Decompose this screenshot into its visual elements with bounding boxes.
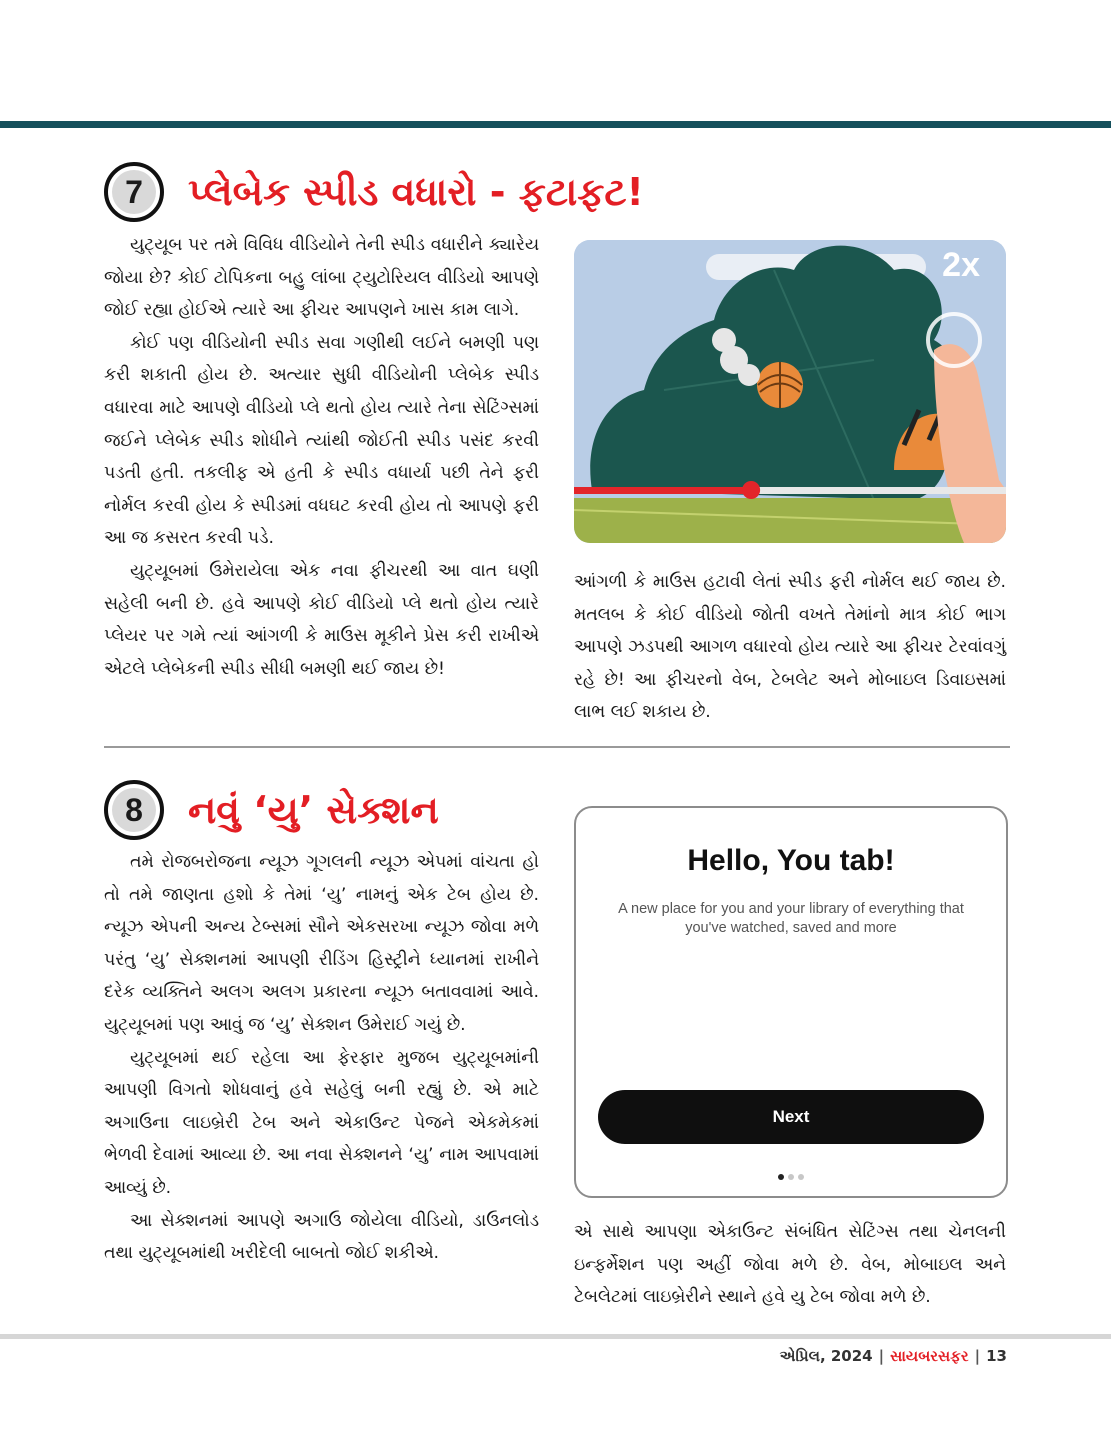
section-7-left-column: [104, 229, 539, 685]
speed-badge: 2x: [942, 246, 980, 284]
footer-date: એપ્રિલ, 2024: [779, 1347, 873, 1365]
paragraph: કોઈ પણ વીડિયોની સ્પીડ સવા ગણીથી લઈને બમણી પણ કરી શકાતી હોય છે. અત્યાર સુધી વીડિયોની પ્લેબેક સ્પીડ વધારવા માટે આપણે વીડિયો પ્લે થતો હોય ત્યારે તેના સેટિંગ્સમાં જઈને પ્લેબેક સ્પીડ શોધીને ત્યાંથી જોઈતી સ્પીડ પસંદ કરવી પડતી હતી. તકલીફ એ હતી કે સ્પીડ વધાર્યા પછી તેને ફરી નોર્મલ કરવી હોય કે સ્પીડમાં વધઘટ કરવી હોય તો આપણે ફરી આ જ કસરત કરવી પડે.: [104, 332, 539, 549]
section-number: 7: [125, 173, 143, 210]
top-rule: [0, 121, 1111, 128]
footer-rule: [0, 1334, 1111, 1339]
page-number: 13: [986, 1347, 1007, 1365]
progress-fill: [574, 487, 751, 494]
playback-speed-illustration: [574, 240, 1006, 543]
section-7-heading: [104, 162, 644, 222]
screenshot-subtitle: A new place for you and your library of everything that you've watched, saved and more: [618, 901, 964, 936]
paragraph: એ સાથે આપણા એકાઉન્ટ સંબંધિત સેટિંગ્સ તથા ચેનલની ઇન્ફર્મેશન પણ અહીં જોવા મળે છે. વેબ, મોબાઇલ અને ટેબલેટમાં લાઇબ્રેરીને સ્થાને હવે યુ ટેબ જોવા મળે છે.: [574, 1222, 1006, 1308]
section-7-right-column: [574, 566, 1006, 729]
page-indicator: [576, 1174, 1006, 1180]
page-dot: [778, 1174, 784, 1180]
section-title: નવું ‘યુ’ સેક્શન: [188, 787, 439, 832]
section-number-badge: [104, 162, 164, 222]
progress-knob: [742, 481, 760, 499]
section-divider: [104, 746, 1010, 748]
screenshot-title: Hello, You tab!: [687, 844, 895, 877]
paragraph: તમે રોજબરોજના ન્યૂઝ ગૂગલની ન્યૂઝ એપમાં વાંચતા હો તો તમે જાણતા હશો કે તેમાં ‘યુ’ નામનું એક ટેબ હોય છે. ન્યૂઝ એપની અન્ય ટેબ્સમાં સૌને એકસરખા ન્યૂઝ જોવા મળે પરંતુ ‘યુ’ સેક્શનમાં આપણી રીડિંગ હિસ્ટ્રીને ધ્યાનમાં રાખીને દરેક વ્યક્તિને અલગ અલગ પ્રકારના ન્યૂઝ બતાવવામાં આવે. યુટ્યૂબમાં પણ આવું જ ‘યુ’ સેક્શન ઉમેરાઈ ગયું છે.: [104, 852, 539, 1035]
paragraph: યુટ્યૂબ પર તમે વિવિધ વીડિયોને તેની સ્પીડ વધારીને ક્યારેય જોયા છે? કોઈ ટોપિકના બહુ લાંબા ટ્યુટોરિયલ વીડિયો આપણે જોઈ રહ્યા હોઈએ ત્યારે આ ફીચર આપણને ખાસ કામ લાગે.: [104, 235, 539, 321]
section-8-right-column: [574, 1216, 1006, 1314]
page-dot: [788, 1174, 794, 1180]
section-number: 8: [125, 791, 143, 828]
you-tab-screenshot: [574, 806, 1008, 1198]
paragraph: આંગળી કે માઉસ હટાવી લેતાં સ્પીડ ફરી નોર્મલ થઈ જાય છે. મતલબ કે કોઈ વીડિયો જોતી વખતે તેમાંનો માત્ર કોઈ ભાગ આપણે ઝડપથી આગળ વધારવો હોય ત્યારે આ ફીચર ટેરવાંવગું રહે છે! આ ફીચરનો વેબ, ટેબલેટ અને મોબાઇલ ડિવાઇસમાં લાભ લઈ શકાય છે.: [574, 572, 1006, 723]
paragraph: યુટ્યૂબમાં ઉમેરાયેલા એક નવા ફીચરથી આ વાત ઘણી સહેલી બની છે. હવે આપણે કોઈ વીડિયો પ્લે થતો હોય ત્યારે પ્લેયર પર ગમે ત્યાં આંગળી કે માઉસ મૂકીને પ્રેસ કરી રાખીએ એટલે પ્લેબેકની સ્પીડ સીધી બમણી થઈ જાય છે!: [104, 560, 539, 679]
paragraph: યુટ્યૂબમાં થઈ રહેલા આ ફેરફાર મુજબ યુટ્યૂબમાંની આપણી વિગતો શોધવાનું હવે સહેલું બની રહ્યું છે. એ માટે અગાઉના લાઇબ્રેરી ટેબ અને એકાઉન્ટ પેજને એકમેકમાં ભેળવી દેવામાં આવ્યા છે. આ નવા સેક્શનને ‘યુ’ નામ આપવામાં આવ્યું છે.: [104, 1047, 539, 1198]
next-button[interactable]: Next: [598, 1090, 984, 1144]
section-8-heading: [104, 780, 439, 840]
page-dot: [798, 1174, 804, 1180]
section-title: પ્લેબેક સ્પીડ વધારો - ફટાફટ!: [188, 169, 644, 214]
section-8-left-column: [104, 846, 539, 1270]
paragraph: આ સેક્શનમાં આપણે અગાઉ જોયેલા વીડિયો, ડાઉનલોડ તથા યુટ્યૂબમાંથી ખરીદેલી બાબતો જોઈ શકીએ.: [104, 1210, 539, 1264]
page-footer: એપ્રિલ, 2024 | સાયબરસફર | 13: [779, 1347, 1007, 1365]
footer-brand: સાયબરસફર: [890, 1347, 969, 1365]
section-number-badge: [104, 780, 164, 840]
